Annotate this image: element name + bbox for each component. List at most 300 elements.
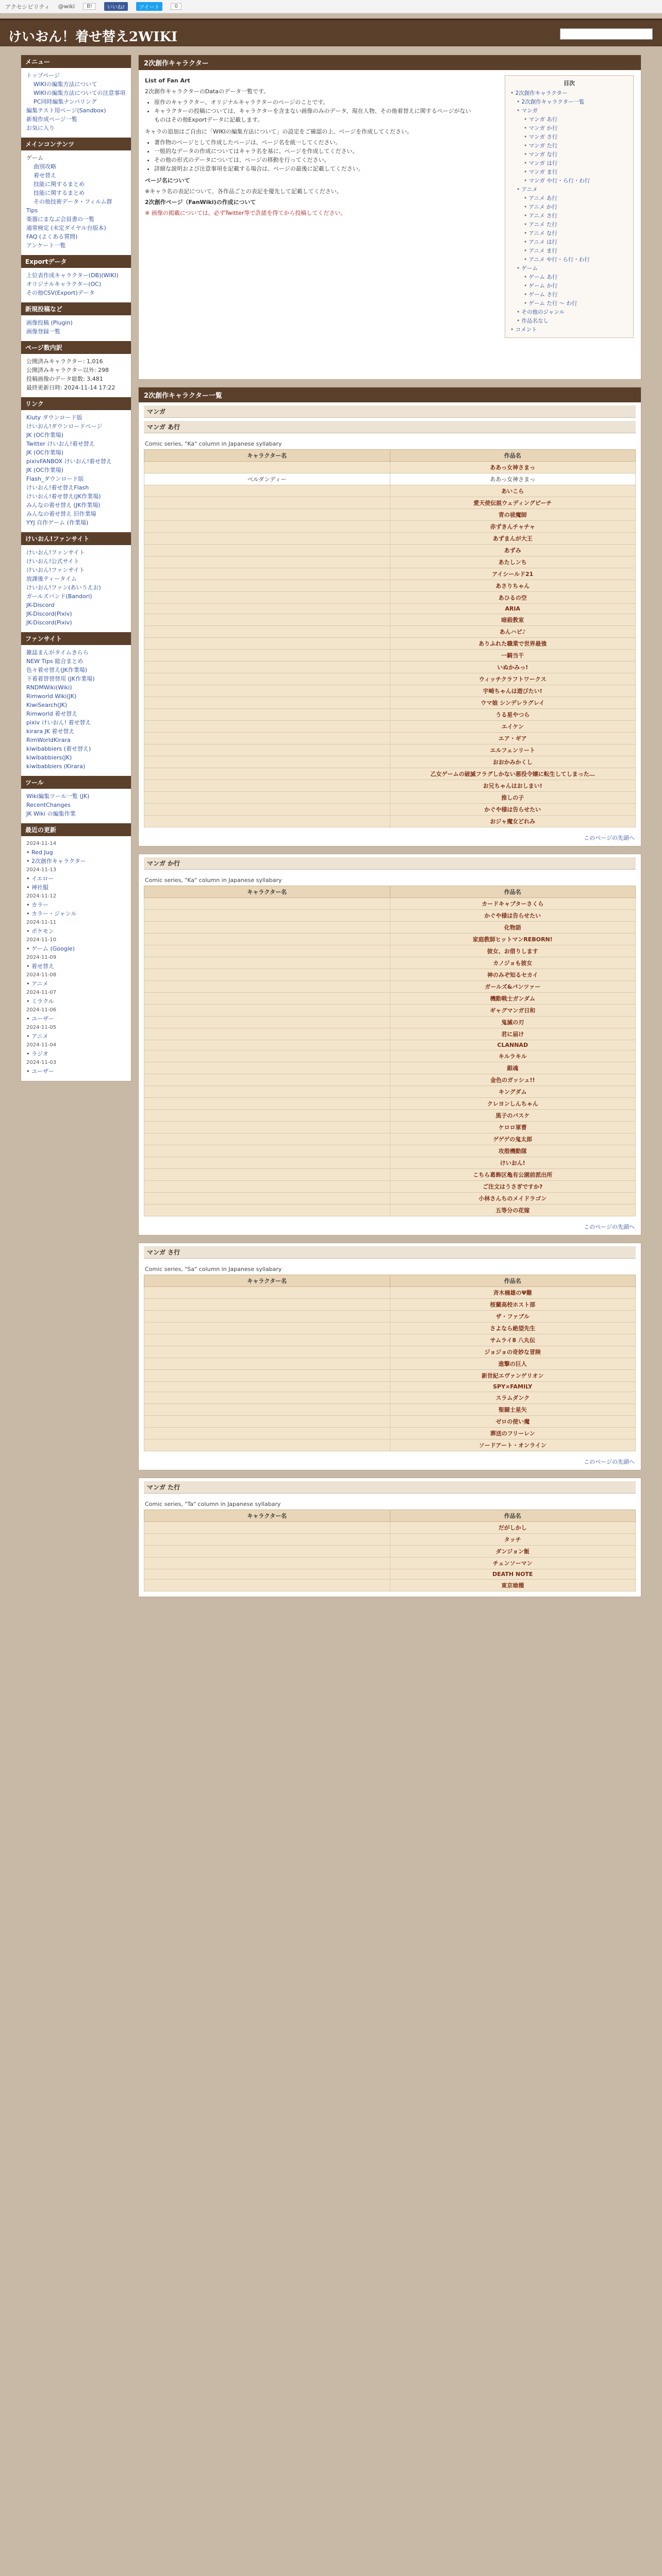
sidebar-item-main[interactable]: 楽器にまなぶ会員書の一覧 <box>26 216 94 223</box>
series-name-cell[interactable]: こちら葛飾区亀有公園前派出所 <box>390 1169 636 1181</box>
sidebar-item-recent[interactable]: • イエロー <box>26 874 126 883</box>
series-name-cell[interactable]: うる星やつら <box>390 709 636 721</box>
sidebar-item-recent[interactable]: • アニメ <box>26 979 126 988</box>
toc-item[interactable]: • アニメ ま行 <box>510 247 628 256</box>
character-name-cell <box>144 816 390 827</box>
table-row <box>144 1050 636 1062</box>
table-row <box>144 485 636 497</box>
character-name-cell <box>144 1028 390 1040</box>
table-of-contents <box>505 75 634 338</box>
sidebar-item-recent: 2024-11-14 <box>26 841 57 846</box>
sidebar-item-recent[interactable]: • ポケモン <box>26 927 126 936</box>
series-name-cell[interactable]: 鬼滅の刃 <box>390 1016 636 1028</box>
toc-title: 目次 <box>564 80 575 87</box>
series-name-cell[interactable]: ARIA <box>390 604 636 614</box>
sidebar-item-favs[interactable]: 下着着替替替用 (JK作業場) <box>26 675 95 682</box>
sidebar-item-recent[interactable]: • カラー・ジャンル <box>26 909 126 918</box>
character-table <box>144 1275 636 1451</box>
series-name-cell[interactable]: ソードアート・オンライン <box>390 1439 636 1451</box>
sidebar-item-recent[interactable]: • Red Jug <box>26 848 126 857</box>
series-name-cell[interactable]: 君に届け <box>390 1028 636 1040</box>
sidebar-item-links[interactable]: みんなの着せ替え (JK作業場) <box>26 502 101 509</box>
intro-bullet: • 原作のキャラクター、オリジナルキャラクターのページのことです。 <box>154 98 474 107</box>
toc-item[interactable]: • 作品名なし <box>510 317 628 326</box>
table-row <box>144 792 636 804</box>
series-name-cell[interactable]: あずみ <box>390 545 636 556</box>
character-name-cell <box>144 1086 390 1098</box>
table-row <box>144 1040 636 1050</box>
sidebar-item-recent[interactable]: • アニメ <box>26 1032 126 1041</box>
character-name-cell[interactable]: ベルダンディー <box>144 473 390 485</box>
sidebar-item-menu[interactable]: 編集テスト用ページ(Sandbox) <box>26 107 106 114</box>
sidebar-item-favs[interactable]: KiwiSearch(JK) <box>26 702 68 708</box>
site-title[interactable]: けいおん！着せ替え2WIKI <box>8 29 178 45</box>
character-name-cell <box>144 780 390 792</box>
sidebar-item-favs[interactable]: pixiv けいおん! 着せ替え <box>26 719 91 726</box>
sidebar-item-recent[interactable]: • ユーザー <box>26 1014 126 1023</box>
series-name-cell[interactable]: 神のみぞ知るセカイ <box>390 969 636 981</box>
series-name-cell[interactable]: 彼女、お借りします <box>390 945 636 957</box>
toc-item[interactable]: • ゲーム さ行 <box>510 291 628 299</box>
series-name-cell[interactable]: タッチ <box>390 1534 636 1546</box>
table-row <box>144 780 636 792</box>
accessibility-link[interactable]: アクセシビリティ <box>5 3 50 10</box>
character-name-cell <box>144 614 390 626</box>
table-row <box>144 604 636 614</box>
sidebar-list-links <box>21 410 131 532</box>
series-name-cell[interactable]: 桜蘭高校ホスト部 <box>390 1299 636 1311</box>
sidebar-item-menu[interactable]: トップページ <box>26 72 60 79</box>
character-name-cell <box>144 1005 390 1016</box>
series-name-cell[interactable]: クレヨンしんちゃん <box>390 1098 636 1110</box>
series-name-cell[interactable]: 愛天使伝説ウェディングピーチ <box>390 497 636 509</box>
series-name-cell[interactable]: かぐや様は告らせたい <box>390 804 636 816</box>
character-name-cell <box>144 792 390 804</box>
series-name-cell[interactable]: 赤ずきんチャチャ <box>390 521 636 533</box>
toc-item[interactable]: • ゲーム た行 〜 わ行 <box>510 299 628 308</box>
sidebar-item-fan[interactable]: JK-Discord <box>26 602 55 608</box>
sidebar-item-recent: 2024-11-12 <box>26 893 57 899</box>
series-name-cell[interactable]: 家庭教師ヒットマンREBORN! <box>390 934 636 945</box>
series-name-cell[interactable]: けいおん! <box>390 1157 636 1169</box>
sidebar-item-recent[interactable]: • ミラクル <box>26 997 126 1006</box>
sidebar-item-misc[interactable]: 画像登録一覧 <box>26 328 60 335</box>
character-name-cell <box>144 626 390 638</box>
section-heading: マンガ さ行 <box>144 1246 636 1259</box>
character-name-cell <box>144 709 390 721</box>
character-name-cell <box>144 733 390 744</box>
series-name-cell[interactable]: ジョジョの奇妙な冒険 <box>390 1346 636 1358</box>
table-row <box>144 1370 636 1382</box>
table-row <box>144 804 636 816</box>
series-name-cell[interactable]: カードキャプターさくら <box>390 898 636 910</box>
series-name-cell[interactable]: 暗殺教室 <box>390 614 636 626</box>
table-row <box>144 1028 636 1040</box>
toc-item[interactable]: • その他のジャンル <box>510 308 628 317</box>
sidebar-heading-tools: ツール <box>21 776 131 789</box>
sidebar-item-tools[interactable]: JK Wiki の編集作業 <box>26 810 76 817</box>
character-name-cell <box>144 650 390 662</box>
sidebar-item-links[interactable]: けいおん!着せ替えFlash <box>26 484 89 491</box>
toc-item[interactable]: • マンガ な行 <box>510 150 628 159</box>
sidebar-item-recent[interactable]: • 着せ替え <box>26 962 126 971</box>
toc-item[interactable]: • マンガ た行 <box>510 142 628 150</box>
intro-bullet: • キャラクターの投稿については、キャラクターを含まない画像のみのデータ、現在人物、その他着替えに関するページがないものはその他Exportデータに記載します。 <box>154 107 474 124</box>
sidebar-item-menu[interactable]: WIKIの編集方法についての注意事項 <box>34 90 126 96</box>
table-row <box>144 1205 636 1216</box>
back-to-top-link[interactable]: このページの先頭へ <box>584 1224 635 1230</box>
toc-item[interactable]: • ゲーム あ行 <box>510 273 628 282</box>
table-caption: Comic series, "Sa" column in Japanese syllabary <box>145 1266 282 1273</box>
sidebar-item-links[interactable]: みんなの着せ替え 旧作業場 <box>26 511 96 517</box>
series-name-cell[interactable]: ゲゲゲの鬼太郎 <box>390 1133 636 1145</box>
toc-item[interactable]: • マンガ や行・ら行・わ行 <box>510 177 628 185</box>
series-name-cell[interactable]: エア・ギア <box>390 733 636 744</box>
list-description: 2次創作キャラクターのDataのデータ一覧です。 <box>145 88 270 95</box>
sidebar-item-fan[interactable]: 放課後ティータイム <box>26 575 77 582</box>
series-name-cell[interactable]: 葬送のフリーレン <box>390 1428 636 1439</box>
table-header: キャラクター名 <box>144 886 390 898</box>
sidebar-item-export[interactable]: オリジナルキャラクター(OC) <box>26 281 102 287</box>
sidebar-item-favs[interactable]: NEW Tips 総合まとめ <box>26 658 84 665</box>
sidebar-item-tools[interactable]: Wiki編集ツール一覧 (JK) <box>26 793 90 800</box>
series-name-cell[interactable]: 黒子のバスケ <box>390 1110 636 1122</box>
sidebar-item-favs[interactable]: kiwibabbiers(JK) <box>26 754 72 761</box>
character-name-cell <box>144 1311 390 1323</box>
sidebar-item-recent: 2024-11-06 <box>26 1007 57 1013</box>
facebook-like-button[interactable]: いいね! <box>104 2 128 11</box>
sidebar-item-recent[interactable]: • 神社服 <box>26 883 126 892</box>
series-name-cell[interactable]: エルフェンリート <box>390 744 636 756</box>
table-row <box>144 1005 636 1016</box>
toc-item[interactable]: • アニメ は行 <box>510 238 628 247</box>
sidebar-item-recent[interactable]: • ラジオ <box>26 1049 126 1058</box>
page-name-heading: ページ名について <box>145 177 190 184</box>
table-row <box>144 473 636 485</box>
series-name-cell[interactable]: 乙女ゲームの破滅フラグしかない悪役令嬢に転生してしまった… <box>390 768 636 780</box>
table-row <box>144 685 636 697</box>
series-name-cell[interactable]: ああっ女神さまっ <box>390 462 636 473</box>
sidebar-item-favs[interactable]: 色々着せ替え(JK作業場) <box>26 667 88 673</box>
sidebar-item-fan[interactable]: けいおん!ファンサイト <box>26 549 85 556</box>
table-row <box>144 993 636 1005</box>
series-name-cell[interactable]: かぐや様は告らせたい <box>390 910 636 922</box>
series-name-cell[interactable]: 五等分の花嫁 <box>390 1205 636 1216</box>
series-name-cell[interactable]: あずまんが大王 <box>390 533 636 545</box>
toc-item[interactable]: • コメント <box>510 326 628 334</box>
sidebar-item-favs[interactable]: Rimworld 着せ替え <box>26 710 78 717</box>
section-subtitle: マンガ <box>144 405 636 418</box>
character-name-cell <box>144 497 390 509</box>
table-row <box>144 521 636 533</box>
series-name-cell[interactable]: 化物語 <box>390 922 636 934</box>
character-name-cell <box>144 1392 390 1404</box>
series-name-cell[interactable]: あひるの空 <box>390 592 636 604</box>
character-name-cell <box>144 1522 390 1534</box>
sidebar-item-fan[interactable]: JK-Discord(Pixiv) <box>26 619 72 626</box>
toc-item[interactable]: • アニメ あ行 <box>510 194 628 203</box>
table-header: キャラクター名 <box>144 1510 390 1522</box>
toc-item[interactable]: • マンガ か行 <box>510 124 628 133</box>
series-name-cell[interactable]: おジャ魔女どれみ <box>390 816 636 827</box>
series-name-cell[interactable]: 斉木楠雄のΨ難 <box>390 1287 636 1299</box>
sidebar-item-main[interactable]: 着せ替え <box>34 172 56 179</box>
toc-item[interactable]: • マンガ <box>510 107 628 115</box>
sidebar-item-links[interactable]: けいおん!着せ替え(JK作業場) <box>26 493 101 500</box>
table-row <box>144 1287 636 1299</box>
character-name-cell <box>144 580 390 592</box>
series-name-cell[interactable]: スラムダンク <box>390 1392 636 1404</box>
table-row <box>144 1169 636 1181</box>
sidebar-item-links[interactable]: JK (OC作業場) <box>26 432 63 438</box>
sidebar-item-fan[interactable]: JK-Discord(Pixiv) <box>26 611 72 617</box>
character-name-cell <box>144 934 390 945</box>
sidebar-item-links[interactable]: Twitter けいおん!着せ替え <box>26 440 95 447</box>
back-to-top-link[interactable]: このページの先頭へ <box>584 835 635 841</box>
toc-item[interactable]: • 2次創作キャラクター <box>510 89 628 98</box>
series-name-cell[interactable]: ウィッチクラフトワークス <box>390 673 636 685</box>
series-name-cell[interactable]: お兄ちゃんはおしまい! <box>390 780 636 792</box>
sidebar-list-fan <box>21 545 131 632</box>
toc-item[interactable]: • マンガ さ行 <box>510 133 628 142</box>
character-name-cell <box>144 1122 390 1133</box>
table-row <box>144 1074 636 1086</box>
character-name-cell <box>144 1358 390 1370</box>
search-input[interactable] <box>560 28 653 40</box>
toc-item[interactable]: • アニメ さ行 <box>510 212 628 221</box>
sidebar-item-links[interactable]: JK (OC作業場) <box>26 449 63 456</box>
character-name-cell <box>144 1404 390 1416</box>
sidebar-item-favs[interactable]: kiwibabbiers (着せ替え) <box>26 745 91 752</box>
sidebar-item-fan[interactable]: ガールズバンド(Bandori) <box>26 593 92 600</box>
sidebar-item-main[interactable]: FAQ (よくある質問) <box>26 233 78 240</box>
table-row <box>144 1392 636 1404</box>
toc-item[interactable]: • ゲーム か行 <box>510 282 628 291</box>
character-name-cell <box>144 1040 390 1050</box>
series-name-cell[interactable]: いぬかみっ! <box>390 662 636 673</box>
series-name-cell[interactable]: あたしンち <box>390 556 636 568</box>
sidebar-item-main[interactable]: アンケート一覧 <box>26 242 66 249</box>
sidebar-item-links[interactable]: Flash_ダウンロード版 <box>26 476 84 482</box>
table-header: キャラクター名 <box>144 1275 390 1287</box>
sidebar-item-favs[interactable]: Rimworld Wiki(JK) <box>26 693 77 700</box>
sidebar-item-recent: 2024-11-05 <box>26 1025 57 1030</box>
table-row <box>144 1098 636 1110</box>
series-name-cell[interactable]: あいこら <box>390 485 636 497</box>
sidebar-item-recent[interactable]: • カラー <box>26 901 126 909</box>
character-name-cell <box>144 910 390 922</box>
tweet-button[interactable]: ツイート <box>136 2 163 11</box>
toc-item[interactable]: • アニメ か行 <box>510 203 628 212</box>
series-name-cell[interactable]: ギャグマンガ日和 <box>390 1005 636 1016</box>
sidebar-item-main[interactable]: 曲別攻略 <box>34 163 56 170</box>
sidebar-item-links[interactable]: けいおん!ダウンロードページ <box>26 423 103 430</box>
character-name-cell <box>144 1334 390 1346</box>
series-name-cell[interactable]: 東京喰種 <box>390 1580 636 1591</box>
series-name-cell[interactable]: あんハピ♪ <box>390 626 636 638</box>
series-name-cell[interactable]: ケロロ軍曹 <box>390 1122 636 1133</box>
sidebar-list-recent <box>21 836 131 1081</box>
series-name-cell[interactable]: 銀魂 <box>390 1062 636 1074</box>
series-name-cell[interactable]: 宇崎ちゃんは遊びたい! <box>390 685 636 697</box>
sidebar-item-fan[interactable]: けいおん!ファン(あいうえお) <box>26 584 101 591</box>
character-name-cell <box>144 1050 390 1062</box>
sidebar-item-fan[interactable]: けいおん!ファンサイト <box>26 567 85 573</box>
atwiki-link[interactable]: @wiki <box>58 3 75 10</box>
back-to-top-link[interactable]: このページの先頭へ <box>584 1459 635 1465</box>
series-name-cell[interactable]: CLANNAD <box>390 1040 636 1050</box>
table-row <box>144 1062 636 1074</box>
series-name-cell[interactable]: 小林さんちのメイドラゴン <box>390 1193 636 1205</box>
sidebar-heading-main: メインコンテンツ <box>21 138 131 150</box>
table-row <box>144 1439 636 1451</box>
character-name-cell <box>144 1323 390 1334</box>
sidebar-item-menu[interactable]: 新規作成ページ一覧 <box>26 116 77 123</box>
sidebar-item-favs[interactable]: RNDMWiki(Wiki) <box>26 684 72 691</box>
sidebar-heading-export: Exportデータ <box>21 255 131 268</box>
series-name-cell[interactable]: あさりちゃん <box>390 580 636 592</box>
sidebar-item-fan[interactable]: けいおん!公式サイト <box>26 558 79 565</box>
character-table <box>144 1510 636 1591</box>
toc-item[interactable]: • アニメ <box>510 185 628 194</box>
sidebar-item-menu[interactable]: PC同時編集ナンバリング <box>34 98 97 105</box>
sidebar-item-favs[interactable]: kiwibabbiers (Kirara) <box>26 763 86 770</box>
series-name-cell[interactable]: チェンソーマン <box>390 1557 636 1569</box>
toc-item[interactable]: • アニメ な行 <box>510 229 628 238</box>
character-table <box>144 886 636 1216</box>
series-name-cell[interactable]: ご注文はうさぎですか? <box>390 1181 636 1193</box>
series-name-cell[interactable]: ああっ女神さまっ <box>390 473 636 485</box>
table-header: キャラクター名 <box>144 450 390 462</box>
series-name-cell[interactable]: だがしかし <box>390 1522 636 1534</box>
toc-item[interactable]: • ゲーム <box>510 264 628 273</box>
toc-item[interactable]: • マンガ は行 <box>510 159 628 168</box>
sidebar-item-favs[interactable]: kirara JK 着せ替え <box>26 728 75 735</box>
toc-item[interactable]: • アニメ た行 <box>510 221 628 229</box>
character-name-cell <box>144 981 390 993</box>
sidebar-item-tools[interactable]: RecentChanges <box>26 802 71 808</box>
table-row <box>144 945 636 957</box>
sidebar-item-links[interactable]: Kiuty ダウンロード版 <box>26 414 82 421</box>
section-heading: マンガ た行 <box>144 1481 636 1494</box>
table-header: 作品名 <box>390 1275 636 1287</box>
main-content <box>138 55 641 1604</box>
series-name-cell[interactable]: DEATH NOTE <box>390 1569 636 1580</box>
sidebar-item-recent: 2024-11-04 <box>26 1042 57 1048</box>
table-row <box>144 614 636 626</box>
table-row <box>144 509 636 521</box>
sidebar-item-export[interactable]: その他CSV(Export)データ <box>26 290 95 296</box>
sidebar-item-favs[interactable]: RimWorldKirara <box>26 737 71 743</box>
series-name-cell[interactable]: ありふれた職業で世界最強 <box>390 638 636 650</box>
sidebar-item-links[interactable]: JK (OC作業場) <box>26 467 63 473</box>
sidebar-item-main[interactable]: 通常検定 (未定ダイヤル台版本) <box>26 225 106 231</box>
sidebar-item-main[interactable]: 技能に関するまとめ <box>34 190 85 196</box>
hatena-bookmark-button[interactable]: B! <box>83 3 96 10</box>
toc-item[interactable]: • マンガ あ行 <box>510 115 628 124</box>
character-name-cell <box>144 1205 390 1216</box>
sidebar-item-main[interactable]: その他技術データ・フィルム群 <box>34 198 112 205</box>
sidebar-item-main: ゲーム <box>26 155 43 161</box>
series-name-cell[interactable]: 推しの子 <box>390 792 636 804</box>
series-name-cell[interactable]: 青の祓魔師 <box>390 509 636 521</box>
series-name-cell[interactable]: カノジョも彼女 <box>390 957 636 969</box>
character-name-cell <box>144 1145 390 1157</box>
character-table <box>144 449 636 827</box>
sidebar-item-main[interactable]: Tips <box>26 207 38 214</box>
series-name-cell[interactable]: サムライ8 八丸伝 <box>390 1334 636 1346</box>
series-name-cell[interactable]: 新世紀エヴァンゲリオン <box>390 1370 636 1382</box>
series-name-cell[interactable]: SPY×FAMILY <box>390 1382 636 1392</box>
sidebar-item-recent: 2024-11-08 <box>26 972 57 978</box>
character-section <box>138 387 641 846</box>
sidebar-item-export[interactable]: 上位表作成キャラクター(DB)(WIKI) <box>26 272 119 279</box>
table-row <box>144 733 636 744</box>
series-name-cell[interactable]: エイケン <box>390 721 636 733</box>
table-row <box>144 626 636 638</box>
table-header: 作品名 <box>390 450 636 462</box>
series-name-cell[interactable]: ゼロの使い魔 <box>390 1416 636 1428</box>
series-name-cell[interactable]: 攻殻機動隊 <box>390 1145 636 1157</box>
sidebar-item-recent[interactable]: • 2次創作キャラクター <box>26 857 126 866</box>
series-name-cell[interactable]: キングダム <box>390 1086 636 1098</box>
sidebar-heading-recent: 最近の更新 <box>21 823 131 836</box>
character-name-cell <box>144 1428 390 1439</box>
table-row <box>144 957 636 969</box>
character-name-cell <box>144 969 390 981</box>
series-name-cell[interactable]: キルラキル <box>390 1050 636 1062</box>
character-section <box>138 854 641 1235</box>
sidebar-item-recent[interactable]: • ゲーム (Google) <box>26 944 126 953</box>
sidebar-item-recent[interactable]: • ユーザー <box>26 1067 126 1076</box>
sidebar-list-favs <box>21 645 131 776</box>
toc-item[interactable]: • マンガ ま行 <box>510 168 628 177</box>
character-name-cell <box>144 485 390 497</box>
character-section <box>138 1243 641 1470</box>
table-row <box>144 1016 636 1028</box>
sidebar-item-recent: 2024-11-13 <box>26 867 57 873</box>
character-name-cell <box>144 1546 390 1557</box>
series-name-cell[interactable]: ダンジョン飯 <box>390 1546 636 1557</box>
character-name-cell <box>144 556 390 568</box>
series-name-cell[interactable]: 進撃の巨人 <box>390 1358 636 1370</box>
series-name-cell[interactable]: さよなら絶望先生 <box>390 1323 636 1334</box>
series-name-cell[interactable]: 金色のガッシュ!! <box>390 1074 636 1086</box>
sidebar-item-favs[interactable]: 雑誌まんがタイムきらら <box>26 649 89 656</box>
series-name-cell[interactable]: 一騎当千 <box>390 650 636 662</box>
sidebar-item-main[interactable]: 技能に関するまとめ <box>34 181 85 188</box>
series-name-cell[interactable]: ザ・ファブル <box>390 1311 636 1323</box>
series-name-cell[interactable]: おおかみかくし <box>390 756 636 768</box>
sidebar-heading-misc: 新規投稿など <box>21 302 131 315</box>
series-name-cell[interactable]: 機動戦士ガンダム <box>390 993 636 1005</box>
series-name-cell[interactable]: ガールズ&パンツァー <box>390 981 636 993</box>
series-name-cell[interactable]: アイシールド21 <box>390 568 636 580</box>
toc-item[interactable]: • アニメ や行・ら行・わ行 <box>510 256 628 264</box>
sidebar-item-links[interactable]: pixivFANBOX けいおん!着せ替え <box>26 458 112 465</box>
sidebar-item-links[interactable]: YYJ 自作ゲーム (作業場) <box>26 519 89 526</box>
sidebar-item-misc[interactable]: 画像投稿 (Plugin) <box>26 319 73 326</box>
character-name-cell <box>144 1370 390 1382</box>
sidebar-list-main <box>21 150 131 255</box>
series-name-cell[interactable]: ウマ娘 シンデレラグレイ <box>390 697 636 709</box>
character-name-cell <box>144 1110 390 1122</box>
table-row <box>144 673 636 685</box>
sidebar-item-menu[interactable]: お気に入り <box>26 125 55 131</box>
series-name-cell[interactable]: 聖闘士星矢 <box>390 1404 636 1416</box>
sidebar-item-menu[interactable]: WIKIの編集方法について <box>34 81 97 88</box>
toc-item[interactable]: • 2次創作キャラクター一覧 <box>510 98 628 107</box>
